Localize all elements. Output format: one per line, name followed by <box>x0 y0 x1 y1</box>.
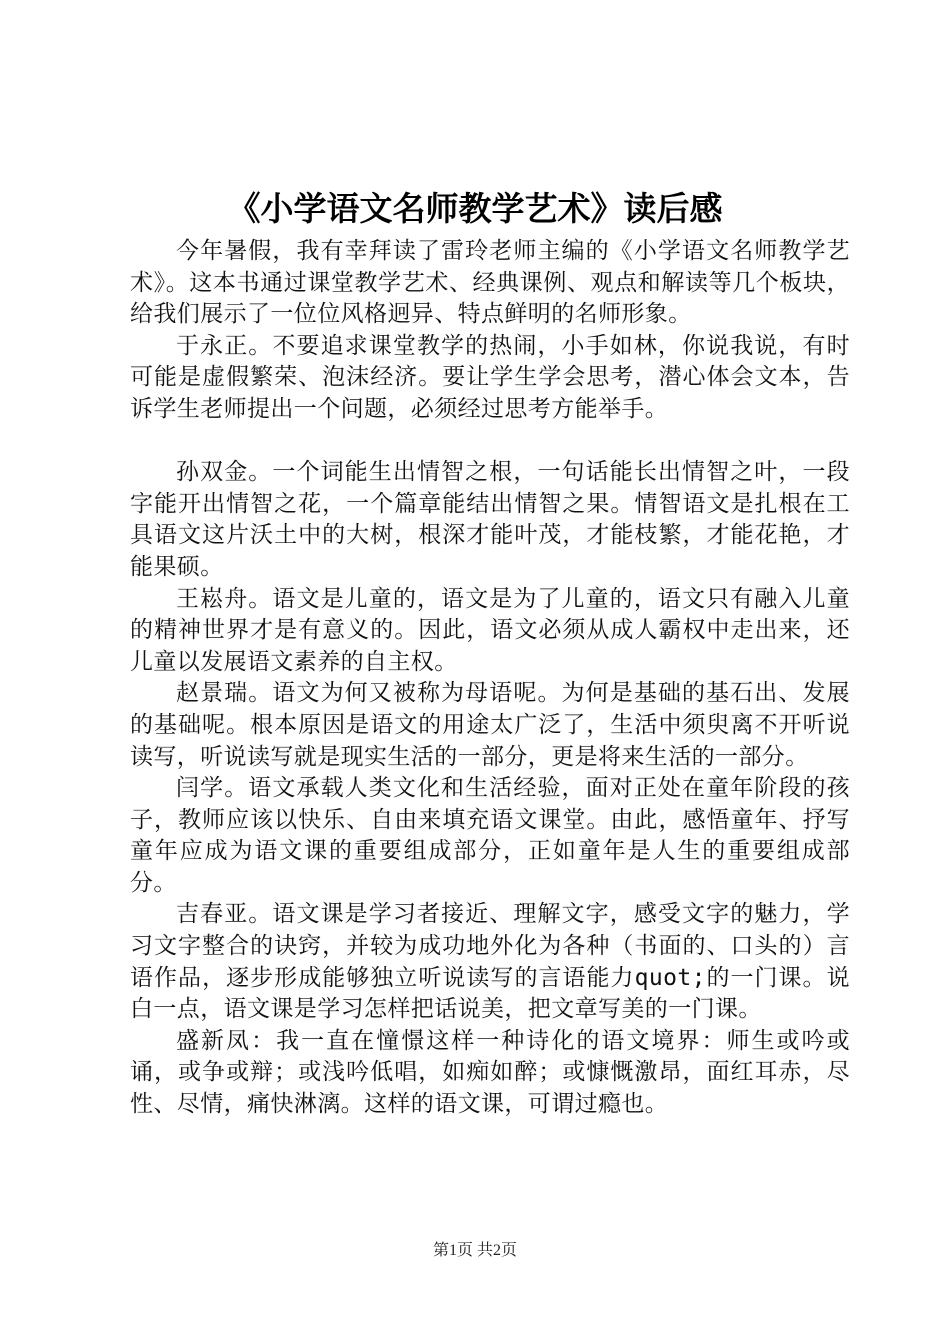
document-title: 《小学语文名师教学艺术》读后感 <box>227 189 723 228</box>
paragraph-sheng-xinfeng: 盛新凤：我一直在憧憬这样一种诗化的语文境界：师生或吟或诵，或争或辩；或浅吟低唱，如痴如醉；或慷慨激昂，面红耳赤，尽性、尽情，痛快淋漓。这样的语文课，可谓过瘾也。 <box>130 1027 850 1118</box>
document-body <box>130 236 850 1121</box>
paragraph-yan-xue: 闫学。语文承载人类文化和生活经验，面对正处在童年阶段的孩子，教师应该以快乐、自由来填充语文课堂。由此，感悟童年、抒写童年应成为语文课的重要组成部分，正如童年是人生的重要组成部分。 <box>130 775 850 896</box>
paragraph-zhao-jingrui: 赵景瑞。语文为何又被称为母语呢。为何是基础的基石出、发展的基础呢。根本原因是语文的用途太广泛了，生活中须臾离不开听说读写，听说读写就是现实生活的一部分，更是将来生活的一部分。 <box>130 680 850 770</box>
paragraph-ji-chunya: 吉春亚。语文课是学习者接近、理解文字，感受文字的魅力，学习文字整合的诀窍，并较为成功地外化为各种（书面的、口头的）言语作品，逐步形成能够独立听说读写的言语能力quot;的一门课。说白一点，语文课是学习怎样把话说美，把文章写美的一门课。 <box>130 901 850 1023</box>
paragraph-yu-yongzheng: 于永正。不要追求课堂教学的热闹，小手如林，你说我说，有时可能是虚假繁荣、泡沫经济。要让学生学会思考，潜心体会文本，告诉学生老师提出一个问题，必须经过思考方能举手。 <box>130 332 850 422</box>
paragraph-intro: 今年暑假，我有幸拜读了雷玲老师主编的《小学语文名师教学艺术》。这本书通过课堂教学艺术、经典课例、观点和解读等几个板块，给我们展示了一位位风格迥异、特点鲜明的名师形象。 <box>130 238 850 328</box>
paragraph-wang-songzhou: 王崧舟。语文是儿童的，语文是为了儿童的，语文只有融入儿童的精神世界才是有意义的。因此，语文必须从成人霸权中走出来，还儿童以发展语文素养的自主权。 <box>130 585 850 675</box>
paragraph-sun-shuangjin: 孙双金。一个词能生出情智之根，一句话能长出情智之叶，一段字能开出情智之花，一个篇章能结出情智之果。情智语文是扎根在工具语文这片沃土中的大树，根深才能叶茂，才能枝繁，才能花艳，才能果硕。 <box>130 459 850 580</box>
page-number-footer: 第1页 共2页 <box>432 1242 517 1259</box>
